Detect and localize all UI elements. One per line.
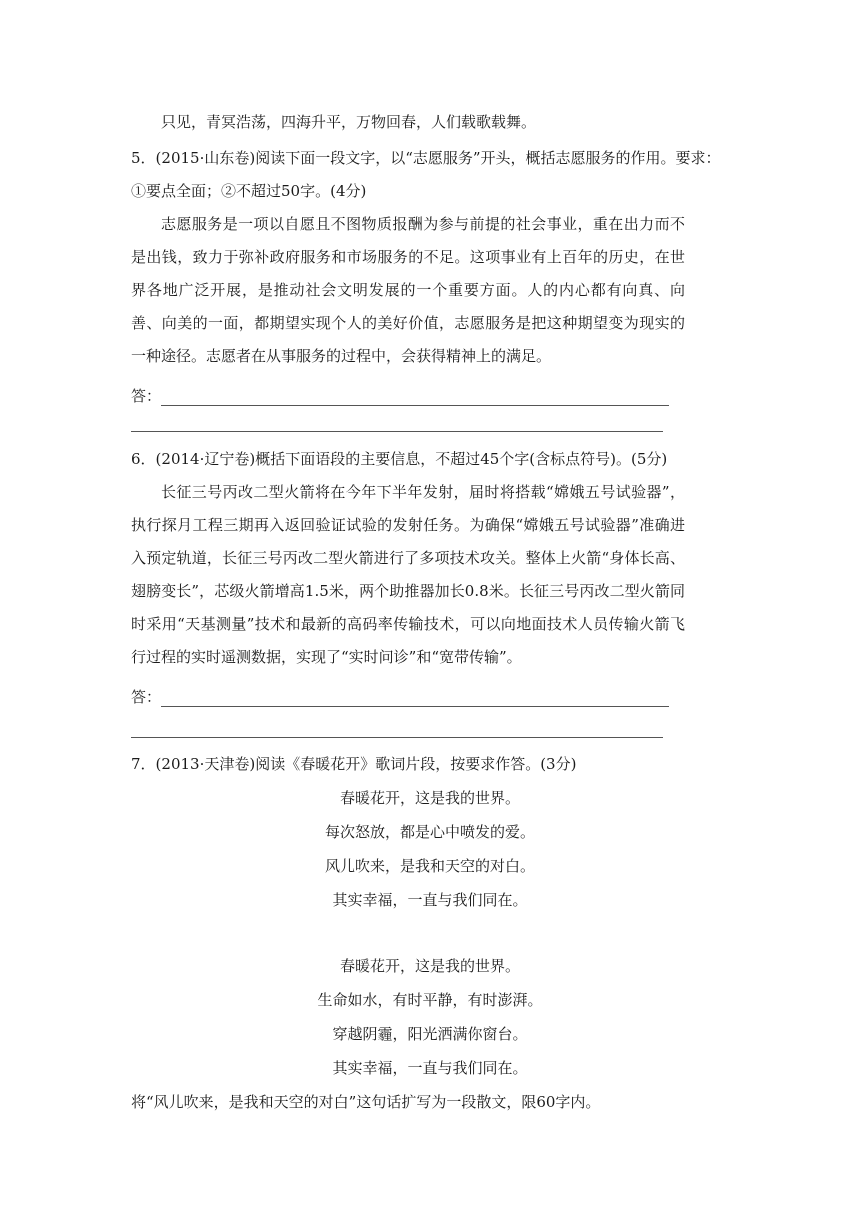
q6-answer-line-2[interactable] bbox=[131, 725, 663, 738]
q6-title: 6．(2014·辽宁卷)概括下面语段的主要信息，不超过45个字(含标点符号)。(5分) bbox=[131, 450, 668, 468]
q5-answer-blank-2[interactable] bbox=[131, 419, 663, 432]
q5-answer-line-2[interactable] bbox=[131, 419, 663, 432]
q5-title-line1: 5．(2015·山东卷)阅读下面一段文字，以“志愿服务”开头，概括志愿服务的作用。要求： bbox=[131, 149, 721, 167]
poem-line: 其实幸福，一直与我们同在。 bbox=[332, 891, 528, 909]
q7-title: 7．(2013·天津卷)阅读《春暖花开》歌词片段，按要求作答。(3分) bbox=[131, 755, 577, 773]
q5-answer-label: 答： bbox=[131, 387, 162, 405]
poem-stanza-2 bbox=[0, 956, 860, 1092]
q6-answer-line[interactable] bbox=[131, 686, 669, 707]
poem-line: 每次怒放，都是心中喷发的爱。 bbox=[324, 823, 535, 841]
poem-line: 穿越阴霾，阳光洒满你窗台。 bbox=[332, 1025, 528, 1043]
q6-answer-blank-2[interactable] bbox=[131, 725, 663, 738]
q6-answer-label: 答： bbox=[131, 688, 162, 706]
q6-passage: 长征三号丙改二型火箭将在今年下半年发射，届时将搭载“嫦娥五号试验器”，执行探月工程三期再入返回验证试验的发射任务。为确保“嫦娥五号试验器”准确进入预定轨道，长征三号丙改二型火箭进行了多项技术攻关。整体上火箭“身体长高、翅膀变长”，芯级火箭增高1.5米，两个助推器加长0.8米。长征三号丙改二型火箭同时采用“天基测量”技术和最新的高码率传输技术，可以向地面技术人员传输火箭飞行过程的实时遥测数据，实现了“实时问诊”和“宽带传输”。 bbox=[131, 483, 685, 666]
q5-title-line2: ①要点全面；②不超过50字。(4分) bbox=[131, 182, 367, 200]
q7-instruction: 将“风儿吹来，是我和天空的对白”这句话扩写为一段散文，限60字内。 bbox=[131, 1093, 601, 1111]
q5-answer-blank-1[interactable] bbox=[161, 393, 669, 406]
q5-passage: 志愿服务是一项以自愿且不图物质报酬为参与前提的社会事业，重在出力而不是出钱，致力于弥补政府服务和市场服务的不足。这项事业有上百年的历史，在世界各地广泛开展，是推动社会文明发展的一个重要方面。人的内心都有向真、向善、向美的一面，都期望实现个人的美好价值，志愿服务是把这种期望变为现实的一种途径。志愿者在从事服务的过程中，会获得精神上的满足。 bbox=[131, 215, 685, 365]
poem-line: 其实幸福，一直与我们同在。 bbox=[332, 1059, 528, 1077]
poem-line: 春暖花开，这是我的世界。 bbox=[339, 957, 520, 975]
poem-line: 生命如水，有时平静，有时澎湃。 bbox=[317, 991, 543, 1009]
intro-line: 只见，青冥浩荡，四海升平，万物回春，人们载歌载舞。 bbox=[161, 113, 537, 131]
poem-line: 春暖花开，这是我的世界。 bbox=[339, 789, 520, 807]
poem-line: 风儿吹来，是我和天空的对白。 bbox=[324, 857, 535, 875]
poem-stanza-1 bbox=[0, 788, 860, 924]
q5-answer-line[interactable] bbox=[131, 385, 669, 406]
q6-answer-blank-1[interactable] bbox=[161, 694, 669, 707]
